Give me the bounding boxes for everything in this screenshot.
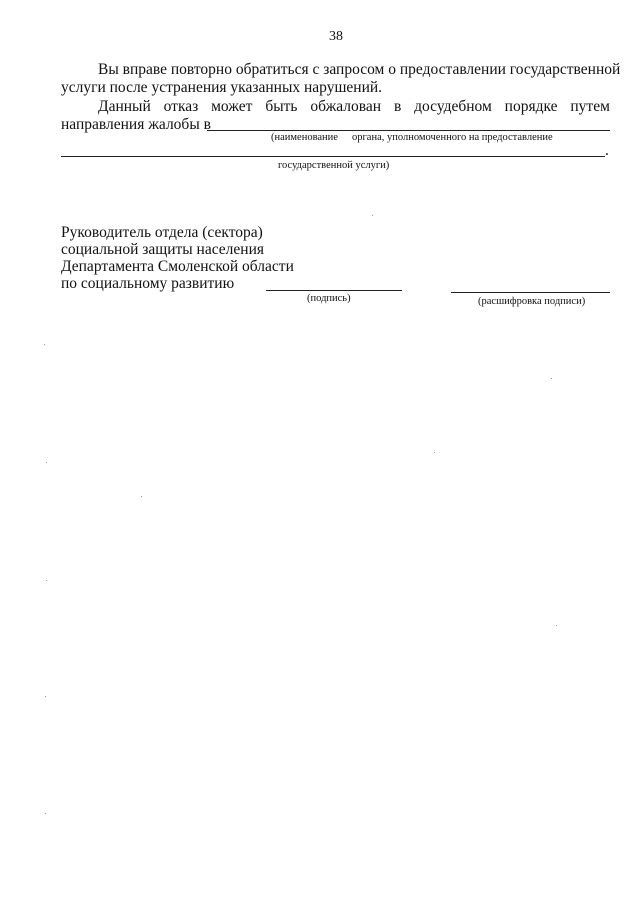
signer-title-line2: социальной защиты населения <box>61 241 265 258</box>
paragraph2-word: досудебном <box>414 98 492 115</box>
paragraph2-word: Данный <box>98 98 151 115</box>
scan-speck <box>45 696 46 697</box>
signature-caption: (подпись) <box>307 293 351 304</box>
signer-title-line1: Руководитель отдела (сектора) <box>61 224 263 241</box>
scan-speck <box>46 462 47 463</box>
scan-speck <box>556 625 557 626</box>
signature-line <box>266 290 402 291</box>
paragraph2-word: обжалован <box>310 98 382 115</box>
end-punct: . <box>605 142 609 159</box>
paragraph1-line2: услуги после устранения указанных нарушений. <box>61 79 383 96</box>
page-number: 38 <box>329 29 343 44</box>
decipher-line <box>451 292 610 293</box>
scan-speck <box>434 452 435 453</box>
organ-caption-part2: органа, уполномоченного на предоставление <box>352 132 553 143</box>
scan-speck <box>141 496 142 497</box>
paragraph2-word: путем <box>570 98 610 115</box>
paragraph2-word: порядке <box>504 98 558 115</box>
paragraph2-line2: направления жалобы в <box>61 116 211 133</box>
paragraph2-word: может <box>211 98 253 115</box>
scan-speck <box>46 580 47 581</box>
scan-speck <box>551 378 552 379</box>
decipher-caption: (расшифровка подписи) <box>478 296 586 307</box>
signer-title-line4: по социальному развитию <box>61 275 235 292</box>
paragraph2-word: отказ <box>163 98 199 115</box>
organ-caption-line2: государственной услуги) <box>278 160 390 171</box>
signer-title-line3: Департамента Смоленской области <box>61 258 294 275</box>
scan-speck <box>44 344 45 345</box>
paragraph2-word: в <box>393 98 402 115</box>
complaint-organ-line <box>207 130 610 131</box>
paragraph2-line1 <box>98 98 610 116</box>
paragraph2-word: быть <box>265 98 298 115</box>
scan-speck <box>45 813 46 814</box>
scan-speck <box>372 215 373 216</box>
paragraph1-line1: Вы вправе повторно обратиться с запросом о предоставлении государственной <box>98 61 621 78</box>
complaint-organ-line-2 <box>61 156 605 157</box>
organ-caption-part1: (наименование <box>271 132 338 143</box>
